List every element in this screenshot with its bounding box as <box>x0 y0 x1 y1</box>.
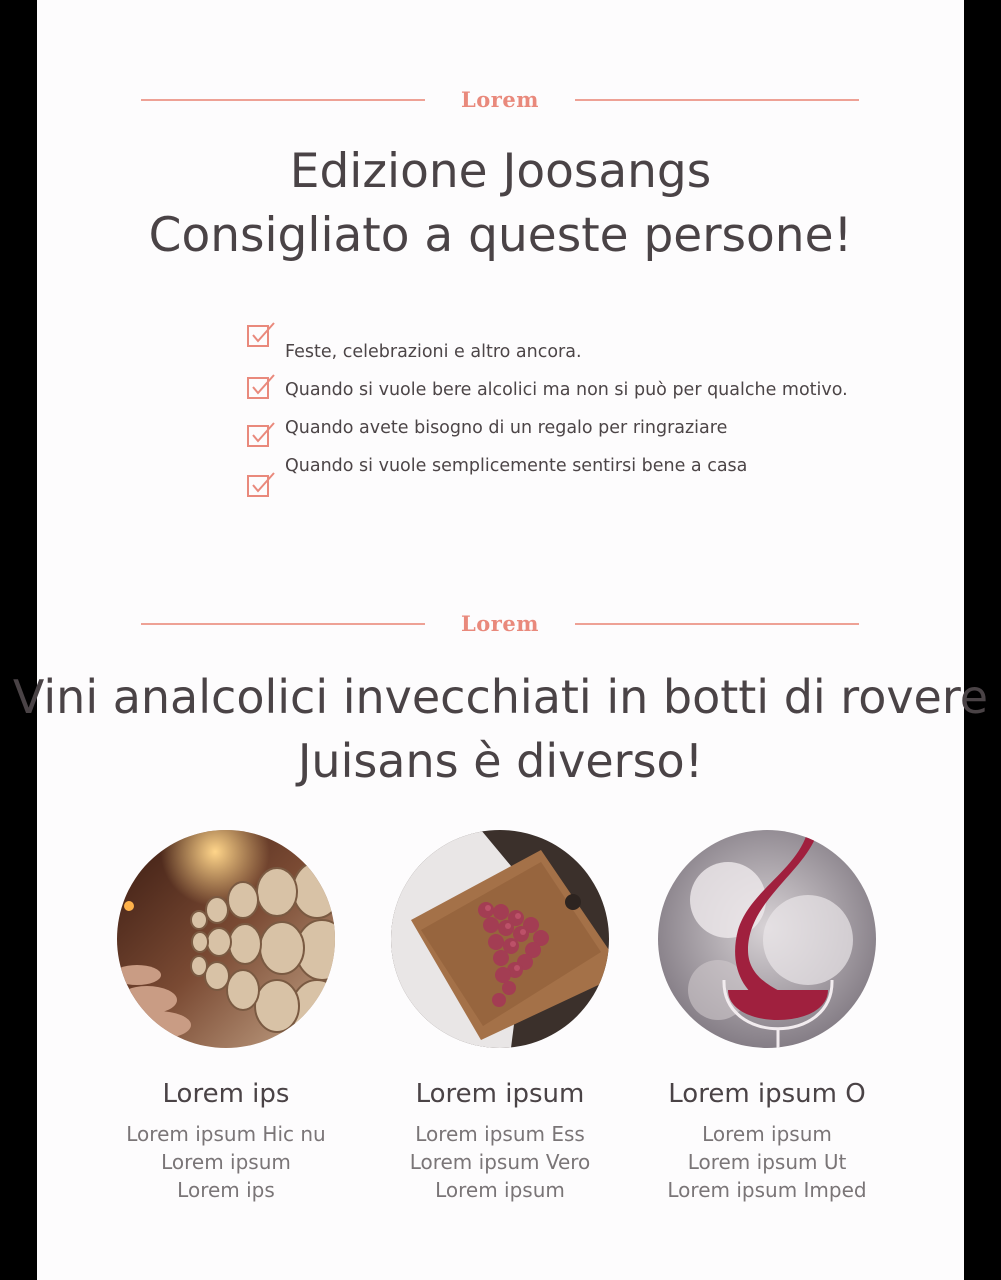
section-eyebrow: Lorem <box>461 611 539 636</box>
card-line: Lorem ipsum Vero <box>409 1150 591 1174</box>
card-description <box>96 1120 356 1204</box>
section-divider <box>141 609 859 639</box>
checkbox-check-icon <box>247 421 275 447</box>
card-title: Lorem ips <box>162 1079 290 1109</box>
card-line: Lorem ipsum Ess <box>415 1122 585 1146</box>
feature-card <box>370 830 630 1204</box>
wine-pour-photo <box>658 830 876 1048</box>
card-title: Lorem ipsum O <box>668 1079 866 1109</box>
checkbox-check-icon <box>247 373 275 399</box>
divider-line-left <box>141 99 425 101</box>
section-title-line1: Vini analcolici invecchiati in botti di rovere <box>12 670 989 724</box>
section-title-line1: Edizione Joosangs <box>289 144 712 199</box>
card-description <box>370 1120 630 1204</box>
checkbox-check-icon <box>247 321 275 347</box>
list-item-text: Feste, celebrazioni e altro ancora. <box>285 342 582 362</box>
list-item-text: Quando si vuole bere alcolici ma non si può per qualche motivo. <box>285 380 848 400</box>
list-item-text: Quando si vuole semplicemente sentirsi bene a casa <box>285 456 748 476</box>
section-divider <box>141 85 859 115</box>
card-description <box>637 1120 897 1204</box>
card-line: Lorem ipsum Ut <box>687 1150 847 1174</box>
divider-line-left <box>141 623 425 625</box>
divider-line-right <box>575 99 859 101</box>
section-title <box>37 140 964 268</box>
card-line: Lorem ipsum <box>435 1178 565 1202</box>
feature-card <box>96 830 356 1204</box>
grapes-photo <box>391 830 609 1048</box>
section-eyebrow: Lorem <box>461 87 539 112</box>
section-title-line2: Consigliato a queste persone! <box>148 208 853 263</box>
card-line: Lorem ipsum Imped <box>667 1178 867 1202</box>
section-title-line2: Juisans è diverso! <box>297 734 704 788</box>
card-line: Lorem ips <box>177 1178 275 1202</box>
divider-line-right <box>575 623 859 625</box>
wine-barrels-photo <box>117 830 335 1048</box>
card-title: Lorem ipsum <box>415 1079 585 1109</box>
checkbox-check-icon <box>247 471 275 497</box>
section-title <box>12 665 989 793</box>
card-line: Lorem ipsum <box>702 1122 832 1146</box>
card-line: Lorem ipsum <box>161 1150 291 1174</box>
feature-card <box>637 830 897 1204</box>
card-line: Lorem ipsum Hic nu <box>126 1122 326 1146</box>
page <box>12 0 989 1280</box>
list-item-text: Quando avete bisogno di un regalo per ringraziare <box>285 418 728 438</box>
